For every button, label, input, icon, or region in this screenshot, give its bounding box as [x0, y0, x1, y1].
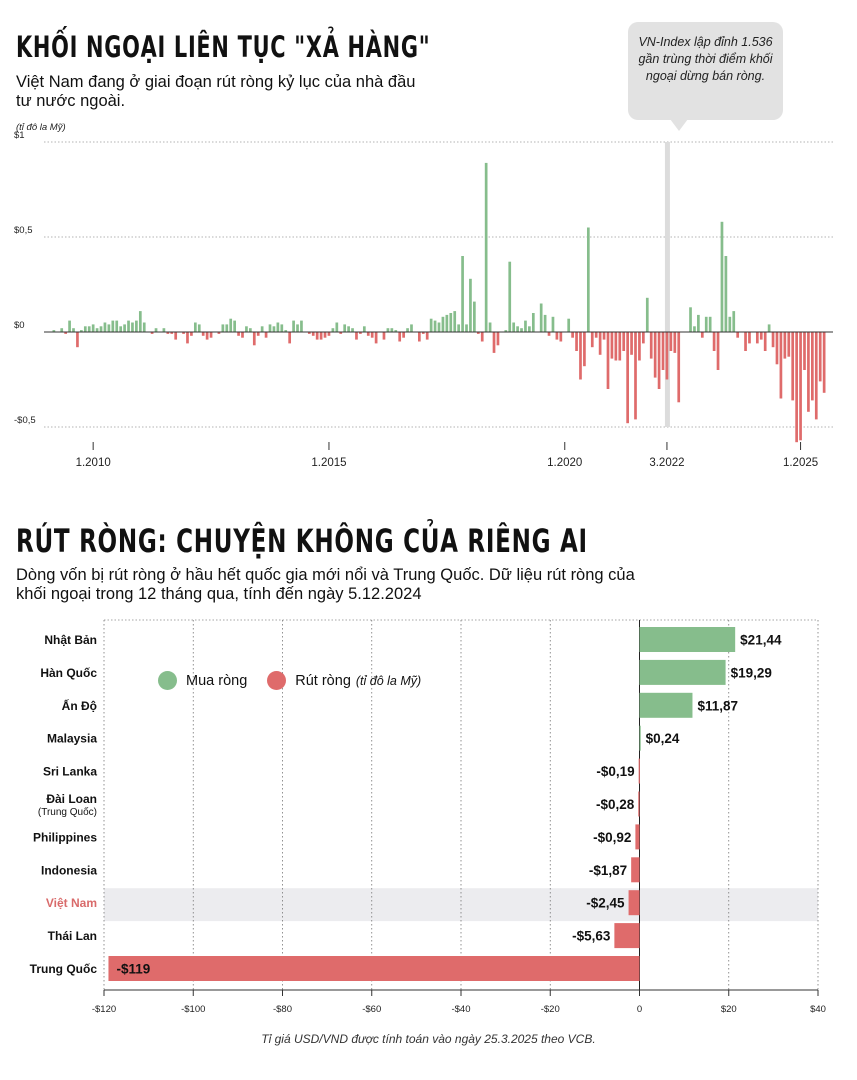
- category-label: Việt Nam: [45, 896, 97, 911]
- bar: [640, 693, 693, 718]
- bar: [631, 857, 639, 882]
- legend-sell-swatch: [267, 671, 286, 690]
- category-label: Hàn Quốc: [40, 665, 97, 680]
- x-tick-label: -$120: [91, 1004, 117, 1015]
- category-label: Nhật Bản: [44, 633, 97, 647]
- x-tick-label: $40: [810, 1004, 826, 1015]
- x-tick-label: -$100: [181, 1004, 206, 1015]
- bar: [640, 627, 736, 652]
- bar: [635, 824, 639, 849]
- value-label: -$5,63: [572, 928, 611, 944]
- chart1-title: KHỐI NGOẠI LIÊN TỤC "XẢ HÀNG": [16, 30, 431, 64]
- x-tick-label: -$80: [272, 1004, 293, 1015]
- x-tick-label: -$40: [451, 1004, 471, 1015]
- x-tick-label: 1.2015: [311, 457, 347, 469]
- bar: [640, 726, 641, 751]
- category-label: Thái Lan: [47, 929, 97, 944]
- category-label: Philippines: [32, 830, 97, 845]
- bar: [640, 660, 726, 685]
- bar: [639, 759, 640, 784]
- value-label: $0,24: [645, 731, 680, 747]
- bar: [614, 923, 639, 948]
- value-label: -$1,87: [588, 862, 628, 878]
- y-tick-label: -$0,5: [14, 415, 36, 426]
- legend-buy-swatch: [158, 671, 177, 690]
- category-label-sub: (Trung Quốc): [37, 807, 97, 818]
- legend-buy-label: Mua ròng: [186, 672, 248, 689]
- x-tick-label: -$60: [362, 1004, 382, 1015]
- x-tick-label: 0: [636, 1004, 643, 1015]
- y-tick-label: $1: [14, 130, 25, 141]
- callout-text: VN-Index lập đỉnh 1.536 gần trùng thời điểm khối ngoại dừng bán ròng.: [638, 35, 773, 83]
- y-tick-label: $0,5: [14, 225, 33, 236]
- x-tick-label: 1.2010: [75, 457, 111, 469]
- y-tick-label: $0: [14, 320, 25, 331]
- category-label: Indonesia: [40, 863, 97, 878]
- value-label: -$2,45: [586, 895, 625, 911]
- value-label: $11,87: [697, 698, 739, 714]
- chart1-subtitle: Việt Nam đang ở giai đoạn rút ròng kỷ lục của nhà đầu tư nước ngoài.: [16, 73, 416, 110]
- x-tick-label: -$20: [540, 1004, 560, 1015]
- legend-unit-note: (tỉ đô la Mỹ): [355, 673, 422, 688]
- value-label: $21,44: [740, 632, 782, 648]
- bar: [638, 792, 639, 817]
- value-label: -$119: [116, 961, 151, 977]
- chart2-legend: [158, 671, 441, 690]
- category-label: Sri Lanka: [42, 764, 97, 779]
- x-tick-label: 1.2025: [782, 457, 819, 469]
- value-label: $19,29: [730, 665, 772, 681]
- category-label: Đài Loan: [46, 792, 97, 806]
- legend-buy: [158, 671, 247, 690]
- category-label: Malaysia: [46, 731, 97, 746]
- x-tick-label: $20: [720, 1004, 737, 1015]
- value-label: -$0,28: [595, 797, 635, 812]
- legend-sell: [267, 671, 421, 690]
- value-label: -$0,19: [596, 764, 635, 780]
- value-label: -$0,92: [593, 829, 632, 845]
- chart1-unit: (tỉ đô la Mỹ): [16, 122, 66, 133]
- chart2-subtitle: Dòng vốn bị rút ròng ở hầu hết quốc gia mới nổi và Trung Quốc. Dữ liệu rút ròng của khối ngoại trong 12 tháng qua, tính đến ngày 5.12.2024: [16, 566, 635, 603]
- x-tick-label: 1.2020: [547, 457, 583, 469]
- bar: [108, 956, 639, 981]
- category-label: Trung Quốc: [29, 962, 97, 976]
- legend-sell-label: Rút ròng: [295, 672, 351, 689]
- category-label: Ấn Độ: [61, 698, 97, 713]
- footnote: Tỉ giá USD/VND được tính toán vào ngày 25.3.2025 theo VCB.: [261, 1032, 596, 1046]
- bar: [629, 890, 640, 915]
- chart2-title: RÚT RÒNG: CHUYỆN KHÔNG CỦA RIÊNG AI: [16, 522, 588, 560]
- x-tick-label: 3.2022: [649, 457, 685, 469]
